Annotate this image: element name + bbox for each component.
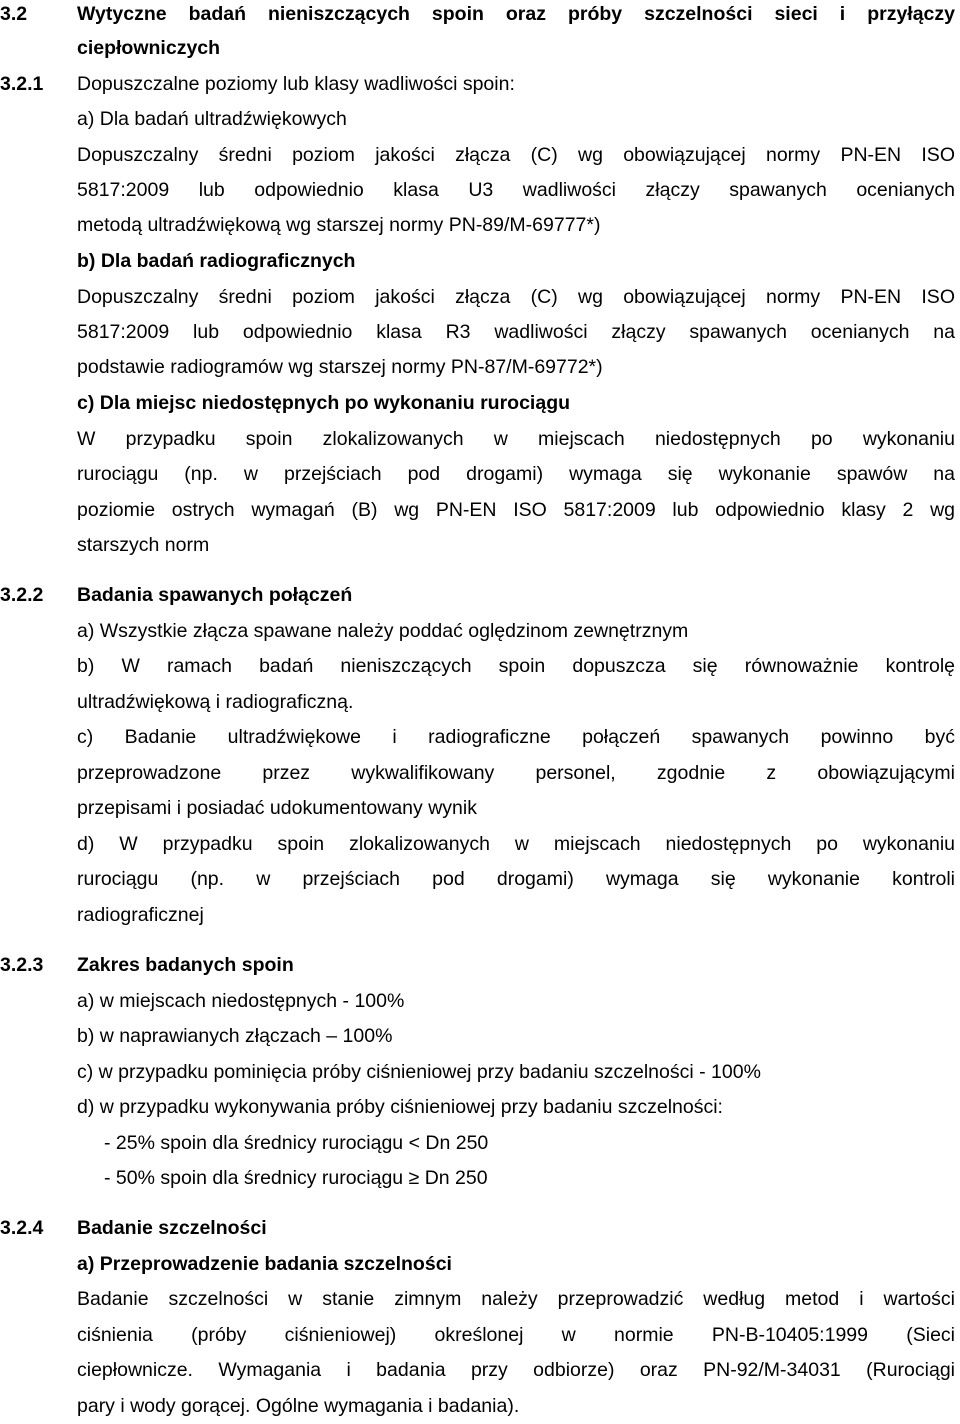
paragraph-line: Badanie szczelności w stanie zimnym należy przeprowadzić według metod i wartości: [77, 1288, 955, 1310]
paragraph-line: radiograficznej: [77, 904, 204, 926]
paragraph-line: rurociągu (np. w przejściach pod drogami) wymaga się wykonanie kontroli: [77, 868, 955, 890]
section-title: Wytyczne badań nieniszczących spoin oraz próby szczelności sieci i przyłączy: [77, 3, 955, 25]
paragraph-line: Dopuszczalny średni poziom jakości złącza (C) wg obowiązującej normy PN-EN ISO: [77, 286, 955, 308]
paragraph-line: a) Wszystkie złącza spawane należy poddać oględzinom zewnętrznym: [77, 620, 689, 642]
list-item: d) w przypadku wykonywania próby ciśnieniowej przy badaniu szczelności:: [77, 1096, 723, 1118]
subsection-number: 3.2.3: [0, 954, 44, 976]
subsection-number: 3.2.4: [0, 1217, 44, 1239]
paragraph-line: przepisami i posiadać udokumentowany wynik: [77, 797, 477, 819]
subsection-title: Badania spawanych połączeń: [77, 584, 353, 606]
paragraph-line: ultradźwiękową i radiograficzną.: [77, 691, 354, 713]
section-number: 3.2: [0, 3, 28, 25]
subsection-title: Zakres badanych spoin: [77, 954, 294, 976]
section-title-continued: ciepłowniczych: [77, 37, 221, 59]
paragraph-line: ciśnienia (próby ciśnieniowej) określonej w normie PN-B-10405:1999 (Sieci: [77, 1324, 955, 1346]
paragraph-line: podstawie radiogramów wg starszej normy PN-87/M-69772*): [77, 356, 603, 378]
paragraph-line: Dopuszczalny średni poziom jakości złącza (C) wg obowiązującej normy PN-EN ISO: [77, 144, 955, 166]
subsection-title: Badanie szczelności: [77, 1217, 267, 1239]
item-heading: c) Dla miejsc niedostępnych po wykonaniu rurociągu: [77, 392, 571, 414]
item-heading: b) Dla badań radiograficznych: [77, 250, 356, 272]
subsection-title: Dopuszczalne poziomy lub klasy wadliwości spoin:: [77, 73, 515, 95]
paragraph-line: starszych norm: [77, 534, 210, 556]
paragraph-line: poziomie ostrych wymagań (B) wg PN-EN ISO 5817:2009 lub odpowiednio klasy 2 wg: [77, 499, 955, 521]
item-heading: a) Przeprowadzenie badania szczelności: [77, 1253, 452, 1275]
item-heading: a) Dla badań ultradźwiękowych: [77, 108, 347, 130]
paragraph-line: pary i wody gorącej. Ogólne wymagania i badania).: [77, 1395, 520, 1417]
paragraph-line: metodą ultradźwiękową wg starszej normy PN-89/M-69777*): [77, 214, 601, 236]
paragraph-line: rurociągu (np. w przejściach pod drogami) wymaga się wykonanie spawów na: [77, 463, 955, 485]
subsection-number: 3.2.1: [0, 73, 44, 95]
paragraph-line: 5817:2009 lub odpowiednio klasa U3 wadliwości złączy spawanych ocenianych: [77, 179, 955, 201]
paragraph-line: d) W przypadku spoin zlokalizowanych w miejscach niedostępnych po wykonaniu: [77, 833, 955, 855]
paragraph-line: W przypadku spoin zlokalizowanych w miejscach niedostępnych po wykonaniu: [77, 428, 955, 450]
list-item: a) w miejscach niedostępnych - 100%: [77, 990, 405, 1012]
paragraph-line: 5817:2009 lub odpowiednio klasa R3 wadliwości złączy spawanych ocenianych na: [77, 321, 955, 343]
paragraph-line: c) Badanie ultradźwiękowe i radiograficzne połączeń spawanych powinno być: [77, 726, 955, 748]
paragraph-line: ciepłownicze. Wymagania i badania przy odbiorze) oraz PN-92/M-34031 (Rurociągi: [77, 1359, 955, 1381]
list-item: c) w przypadku pominięcia próby ciśnieniowej przy badaniu szczelności - 100%: [77, 1061, 761, 1083]
sub-list-item: - 50% spoin dla średnicy rurociągu ≥ Dn 250: [104, 1167, 488, 1189]
subsection-number: 3.2.2: [0, 584, 44, 606]
paragraph-line: przeprowadzone przez wykwalifikowany personel, zgodnie z obowiązującymi: [77, 762, 955, 784]
paragraph-line: b) W ramach badań nieniszczących spoin dopuszcza się równoważnie kontrolę: [77, 655, 955, 677]
sub-list-item: - 25% spoin dla średnicy rurociągu < Dn 250: [104, 1132, 489, 1154]
list-item: b) w naprawianych złączach – 100%: [77, 1025, 393, 1047]
